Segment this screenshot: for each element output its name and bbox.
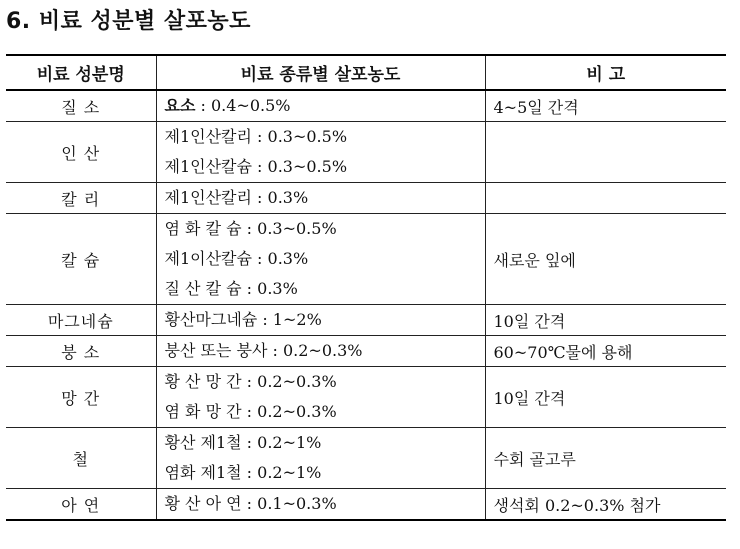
concentration-line <box>165 152 477 182</box>
concentration-line <box>165 305 477 335</box>
concentration-line <box>165 91 477 121</box>
component-name-cell: 아 연 <box>6 489 156 521</box>
remarks-cell: 10일 간격 <box>485 305 726 336</box>
concentration-line <box>165 367 477 397</box>
remarks-cell: 생석회 0.2~0.3% 첨가 <box>485 489 726 521</box>
concentration-line <box>165 336 477 366</box>
concentration-cell <box>156 367 485 428</box>
concentration-cell <box>156 183 485 214</box>
header-remarks: 비 고 <box>485 55 726 90</box>
table-row <box>6 305 726 336</box>
remarks-cell: 60~70℃물에 용해 <box>485 336 726 367</box>
component-name-cell: 망 간 <box>6 367 156 428</box>
table-header-row <box>6 55 726 90</box>
remarks-cell: 새로운 잎에 <box>485 214 726 305</box>
remarks-cell <box>485 183 726 214</box>
concentration-cell <box>156 90 485 122</box>
concentration-line <box>165 489 477 519</box>
component-name-cell: 붕 소 <box>6 336 156 367</box>
page-title: 6. 비료 성분별 살포농도 <box>6 9 251 34</box>
component-name-cell: 칼 리 <box>6 183 156 214</box>
table-row <box>6 367 726 428</box>
concentration-cell <box>156 489 485 521</box>
concentration-text: 제1인산칼리 : 0.3~0.5% <box>164 127 348 146</box>
concentration-text: : 0.4~0.5% <box>195 96 291 115</box>
concentration-line <box>165 244 477 274</box>
remarks-cell <box>485 122 726 183</box>
remarks-cell: 4~5일 간격 <box>485 90 726 122</box>
concentration-cell <box>156 428 485 489</box>
table-row <box>6 183 726 214</box>
table-row <box>6 90 726 122</box>
concentration-text: 황 산 아 연 : 0.1~0.3% <box>164 494 337 513</box>
concentration-cell <box>156 122 485 183</box>
remarks-cell: 10일 간격 <box>485 367 726 428</box>
concentration-cell <box>156 214 485 305</box>
concentration-text: 제1이산칼슘 : 0.3% <box>164 249 309 268</box>
concentration-line <box>165 274 477 304</box>
concentration-text: 황산마그네슘 : 1~2% <box>164 310 322 329</box>
fertilizer-table <box>6 54 726 521</box>
header-component: 비료 성분명 <box>6 55 156 90</box>
concentration-text: 염 화 칼 슘 : 0.3~0.5% <box>164 219 337 238</box>
fertilizer-name-bold: 요소 <box>164 96 196 115</box>
table-row <box>6 214 726 305</box>
concentration-text: 염화 제1철 : 0.2~1% <box>164 463 322 482</box>
concentration-line <box>165 458 477 488</box>
concentration-text: 황산 제1철 : 0.2~1% <box>164 433 322 452</box>
component-name-cell: 마그네슘 <box>6 305 156 336</box>
table-row <box>6 336 726 367</box>
concentration-text: 제1인산칼슘 : 0.3~0.5% <box>164 157 348 176</box>
concentration-text: 질 산 칼 슘 : 0.3% <box>164 279 298 298</box>
concentration-cell <box>156 336 485 367</box>
component-name-cell: 인 산 <box>6 122 156 183</box>
concentration-text: 제1인산칼리 : 0.3% <box>164 188 309 207</box>
concentration-cell <box>156 305 485 336</box>
concentration-line <box>165 428 477 458</box>
header-concentration: 비료 종류별 살포농도 <box>156 55 485 90</box>
component-name-cell: 철 <box>6 428 156 489</box>
table-row <box>6 428 726 489</box>
concentration-text: 황 산 망 간 : 0.2~0.3% <box>164 372 337 391</box>
concentration-text: 붕산 또는 붕사 : 0.2~0.3% <box>164 341 363 360</box>
concentration-line <box>165 397 477 427</box>
table-row <box>6 489 726 521</box>
component-name-cell: 칼 슘 <box>6 214 156 305</box>
concentration-text: 염 화 망 간 : 0.2~0.3% <box>164 402 337 421</box>
component-name-cell: 질 소 <box>6 90 156 122</box>
concentration-line <box>165 214 477 244</box>
remarks-cell: 수회 골고루 <box>485 428 726 489</box>
concentration-line <box>165 183 477 213</box>
concentration-line <box>165 122 477 152</box>
table-row <box>6 122 726 183</box>
